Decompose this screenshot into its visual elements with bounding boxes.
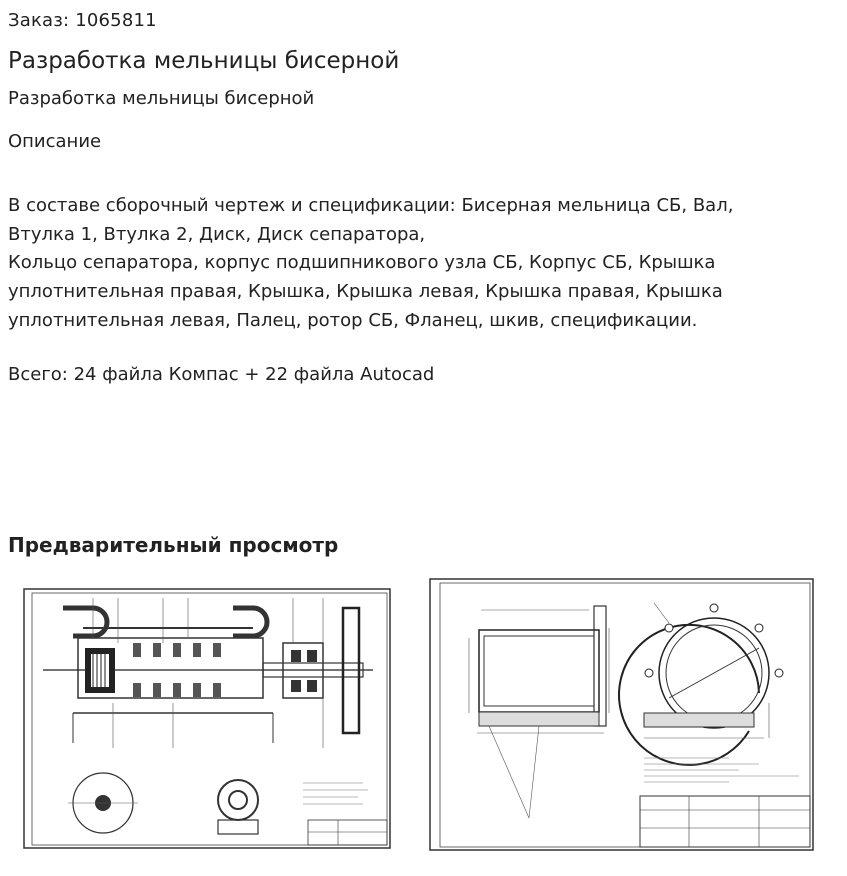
description-text [8,192,838,336]
part-drawing-thumbnail[interactable] [429,578,814,851]
description-line: уплотнительная правая, Крышка, Крышка левая, Крышка правая, Крышка [8,281,723,303]
assembly-drawing-thumbnail[interactable] [23,588,391,849]
order-number: Заказ: 1065811 [8,10,157,31]
assembly-drawing-image [23,588,391,849]
files-total: Всего: 24 файла Компас + 22 файла Autocad [8,364,435,385]
description-heading: Описание [8,131,102,152]
part-drawing-image [429,578,814,851]
page-title: Разработка мельницы бисерной [8,48,400,74]
description-line: Кольцо сепаратора, корпус подшипникового узла СБ, Корпус СБ, Крышка [8,252,716,274]
description-line: В составе сборочный чертеж и спецификации: Бисерная мельница СБ, Вал, [8,195,734,216]
page-subtitle: Разработка мельницы бисерной [8,88,315,109]
description-line: уплотнительная левая, Палец, ротор СБ, Фланец, шкив, спецификации. [8,309,698,331]
description-line: Втулка 1, Втулка 2, Диск, Диск сепаратора, [8,223,426,245]
preview-heading: Предварительный просмотр [8,533,339,557]
